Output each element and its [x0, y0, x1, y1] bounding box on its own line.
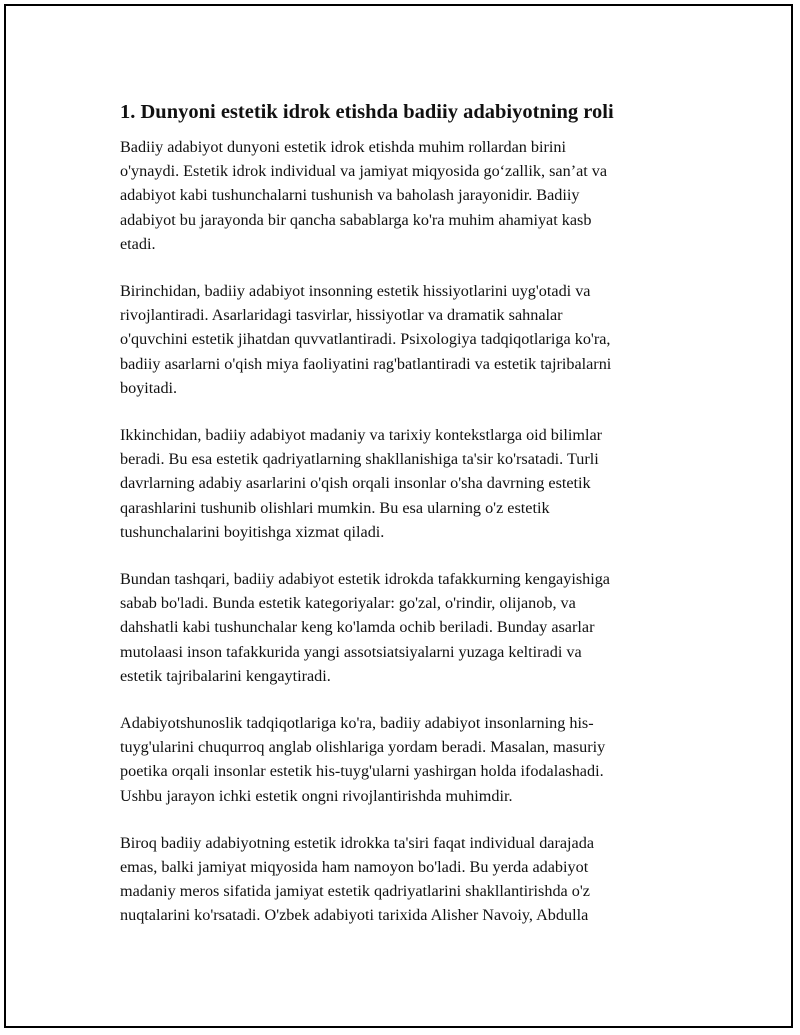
paragraph: Adabiyotshunoslik tadqiqotlariga ko'ra, badiiy adabiyot insonlarning his- tuyg'ularini chuqurroq anglab olishlariga yordam beradi. Masalan, masuriy poetika orqali insonlar estetik his-tuyg'ularni yashirgan holda ifodalashadi. Ushbu jarayon ichki estetik ongni rivojlantirishda muhimdir.: [120, 714, 606, 805]
document-page: [4, 4, 793, 1028]
section-heading: 1. Dunyoni estetik idrok etishda badiiy adabiyotning roli: [120, 101, 614, 123]
paragraph: Badiiy adabiyot dunyoni estetik idrok etishda muhim rollardan birini o'ynaydi. Estetik idrok individual va jamiyat miqyosida go‘zallik, san’at va adabiyot kabi tushunchalarni tushunish va baholash jarayonidir. Badiiy adabiyot bu jarayonda bir qancha sabablarga ko'ra muhim ahamiyat kasb etadi.: [120, 138, 608, 253]
paragraph: Bundan tashqari, badiiy adabiyot estetik idrokda tafakkurning kengayishiga sabab bo'ladi. Bunda estetik kategoriyalar: go'zal, o'rindir, olijanob, va dahshatli kabi tushunchalar keng ko'lamda ochib beriladi. Bunday asarlar mutolaasi inson tafakkurida yangi assotsiatsiyalarni yuzaga keltiradi va estetik tajribalarini kengaytiradi.: [120, 570, 610, 685]
paragraph: Biroq badiiy adabiyotning estetik idrokka ta'siri faqat individual darajada emas, balki jamiyat miqyosida ham namoyon bo'ladi. Bu yerda adabiyot madaniy meros sifatida jamiyat estetik qadriyatlarini shakllantirishda o'z nuqtalarini ko'rsatadi. O'zbek adabiyoti tarixida Alisher Navoiy, Abdulla: [120, 833, 595, 925]
paragraph: Birinchidan, badiiy adabiyot insonning estetik hissiyotlarini uyg'otadi va rivojlantiradi. Asarlaridagi tasvirlar, hissiyotlar va dramatik sahnalar o'quvchini estetik jihatdan quvvatlantiradi. Psixologiya tadqiqotlariga ko'ra, badiiy asarlarni o'qish miya faoliyatini rag'batlantiradi va estetik tajribalarni boyitadi.: [120, 282, 612, 397]
paragraph: Ikkinchidan, badiiy adabiyot madaniy va tarixiy kontekstlarga oid bilimlar beradi. Bu esa estetik qadriyatlarning shakllanishiga ta'sir ko'rsatadi. Turli davrlarning adabiy asarlarini o'qish orqali insonlar o'sha davrning estetik qarashlarini tushunib olishlari mumkin. Bu esa ularning o'z estetik tushunchalarini boyitishga xizmat qiladi.: [120, 426, 603, 541]
document-body: [120, 99, 692, 951]
